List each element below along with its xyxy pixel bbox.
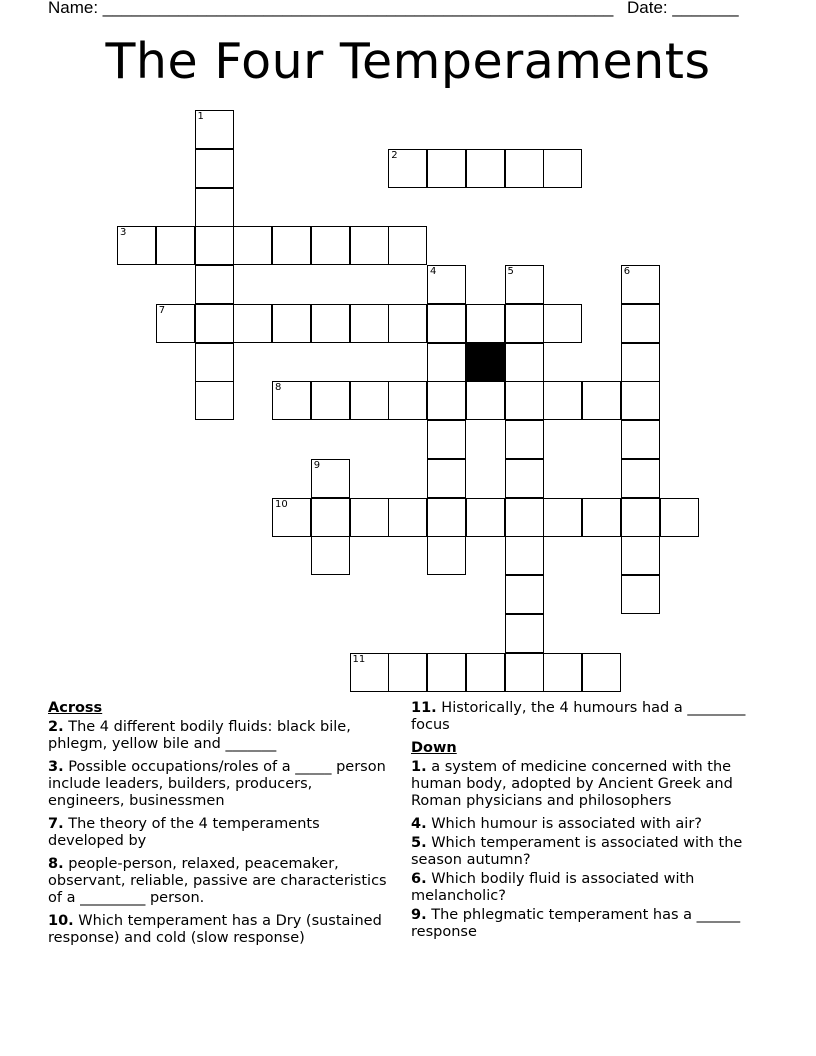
clue-down-5 [411, 835, 771, 869]
grid-cell[interactable] [311, 498, 350, 537]
clue-text: people-person, relaxed, peacemaker, observant, reliable, passive are characteristics of a _________ person. [48, 856, 387, 906]
grid-cell[interactable] [543, 653, 582, 692]
grid-cell[interactable] [272, 304, 311, 343]
grid-cell[interactable] [582, 381, 621, 420]
clue-down-4 [411, 816, 771, 833]
clue-across-7 [48, 816, 393, 850]
grid-cell[interactable] [350, 226, 389, 265]
clue-number-label: 5 [507, 266, 514, 277]
grid-cell[interactable] [195, 304, 234, 343]
grid-cell[interactable] [195, 149, 234, 188]
grid-cell[interactable] [388, 381, 427, 420]
grid-cell[interactable] [505, 498, 544, 537]
grid-cell[interactable] [427, 381, 466, 420]
clue-number: 4. [411, 816, 427, 832]
grid-cell[interactable] [621, 420, 660, 459]
clue-number-label: 10 [275, 498, 288, 510]
grid-cell[interactable] [156, 304, 195, 343]
grid-cell[interactable] [427, 343, 466, 382]
clue-across-10 [48, 913, 393, 947]
grid-cell[interactable] [466, 381, 505, 420]
clue-text: The theory of the 4 temperaments developed by [48, 816, 320, 849]
clue-down-1 [411, 759, 771, 810]
clue-number-label: 4 [430, 266, 437, 277]
grid-cell[interactable] [621, 459, 660, 498]
clue-across-2 [48, 719, 393, 753]
clue-number-label: 9 [313, 459, 321, 471]
grid-cell[interactable] [388, 304, 427, 343]
grid-cell[interactable] [505, 343, 544, 382]
clue-number: 3. [48, 759, 64, 775]
grid-cell[interactable] [311, 304, 350, 343]
grid-cell[interactable] [195, 226, 234, 265]
clue-number-label: 3 [120, 227, 127, 239]
grid-cell[interactable] [582, 498, 621, 537]
grid-cell[interactable] [466, 653, 505, 692]
grid-cell[interactable] [350, 498, 389, 537]
grid-cell[interactable] [427, 265, 466, 304]
grid-cell[interactable] [427, 304, 466, 343]
grid-cell[interactable] [272, 226, 311, 265]
clue-text: Historically, the 4 humours had a ________ focus [411, 700, 746, 733]
grid-cell[interactable] [505, 614, 544, 653]
grid-cell[interactable] [660, 498, 699, 537]
clue-number-label: 2 [391, 149, 398, 161]
clues-column-left [48, 700, 393, 953]
grid-cell[interactable] [621, 304, 660, 343]
clue-number: 2. [48, 719, 64, 735]
clue-number-label: 11 [352, 653, 366, 665]
grid-cell[interactable] [195, 110, 234, 149]
clue-number-label: 6 [623, 266, 631, 277]
clue-across-11 [411, 700, 771, 734]
grid-cell[interactable] [195, 265, 234, 304]
grid-cell[interactable] [543, 304, 582, 343]
grid-cell[interactable] [427, 536, 466, 575]
clue-number: 10. [48, 913, 74, 929]
clue-down-9 [411, 907, 771, 941]
grid-cell[interactable] [543, 149, 582, 188]
grid-cell[interactable] [272, 498, 311, 537]
date-field-label: Date: _______ [627, 0, 739, 17]
grid-cell[interactable] [195, 343, 234, 382]
grid-cell[interactable] [311, 226, 350, 265]
clue-number: 5. [411, 835, 427, 851]
grid-cell[interactable] [582, 653, 621, 692]
grid-cell[interactable] [505, 149, 544, 188]
grid-cell[interactable] [311, 459, 350, 498]
clue-number: 9. [411, 907, 427, 923]
grid-cell[interactable] [505, 265, 544, 304]
grid-cell[interactable] [621, 265, 660, 304]
clue-across-8 [48, 856, 393, 907]
grid-cell[interactable] [233, 226, 272, 265]
grid-cell[interactable] [543, 498, 582, 537]
clue-text: Possible occupations/roles of a _____ person include leaders, builders, producers, engineers, businessmen [48, 759, 386, 809]
grid-cell[interactable] [543, 381, 582, 420]
grid-cell[interactable] [621, 575, 660, 614]
clue-text: Which humour is associated with air? [431, 816, 702, 832]
grid-cell[interactable] [311, 536, 350, 575]
grid-cell[interactable] [505, 536, 544, 575]
clue-down-6 [411, 871, 771, 905]
clue-text: Which temperament has a Dry (sustained response) and cold (slow response) [48, 913, 382, 946]
grid-cell[interactable] [505, 653, 544, 692]
clue-number: 1. [411, 759, 427, 775]
clues-column-right [411, 700, 771, 947]
grid-cell[interactable] [388, 498, 427, 537]
grid-cell[interactable] [350, 653, 389, 692]
grid-cell[interactable] [195, 188, 234, 227]
clue-number: 11. [411, 700, 437, 716]
grid-cell[interactable] [272, 381, 311, 420]
clue-text: a system of medicine concerned with the human body, adopted by Ancient Greek and Roman physicians and philosophers [411, 759, 733, 809]
grid-cell[interactable] [505, 575, 544, 614]
down-heading: Down [411, 740, 457, 756]
grid-cell[interactable] [466, 304, 505, 343]
clue-text: The 4 different bodily fluids: black bile, phlegm, yellow bile and _______ [48, 719, 351, 752]
clue-number: 7. [48, 816, 64, 832]
grid-cell[interactable] [505, 381, 544, 420]
grid-cell[interactable] [427, 149, 466, 188]
clue-across-3 [48, 759, 393, 810]
grid-cell[interactable] [621, 343, 660, 382]
grid-cell[interactable] [621, 381, 660, 420]
grid-cell[interactable] [466, 149, 505, 188]
grid-cell[interactable] [156, 226, 195, 265]
grid-cell[interactable] [621, 536, 660, 575]
grid-cell[interactable] [195, 381, 234, 420]
grid-cell[interactable] [350, 304, 389, 343]
grid-cell[interactable] [388, 226, 427, 265]
grid-cell[interactable] [505, 304, 544, 343]
clue-number-label: 8 [275, 382, 282, 394]
across-heading: Across [48, 700, 103, 716]
grid-cell[interactable] [427, 653, 466, 692]
clue-text: Which bodily fluid is associated with melancholic? [411, 871, 695, 904]
clue-text: Which temperament is associated with the season autumn? [411, 835, 743, 868]
name-field-label: Name: ______________________________________________________ [48, 0, 614, 17]
clue-number: 6. [411, 871, 427, 887]
grid-cell[interactable] [505, 459, 544, 498]
grid-cell[interactable] [311, 381, 350, 420]
grid-cell[interactable] [388, 653, 427, 692]
clue-number-label: 7 [158, 304, 166, 316]
grid-cell[interactable] [233, 304, 272, 343]
grid-cell[interactable] [117, 226, 156, 265]
grid-cell[interactable] [466, 498, 505, 537]
page-title: The Four Temperaments [105, 33, 711, 90]
clue-number: 8. [48, 856, 64, 872]
grid-cell[interactable] [427, 498, 466, 537]
grid-cell[interactable] [427, 459, 466, 498]
grid-cell[interactable] [388, 149, 427, 188]
grid-cell[interactable] [427, 420, 466, 459]
clue-number-label: 1 [197, 111, 204, 122]
black-square [466, 343, 505, 382]
clue-text: The phlegmatic temperament has a ______ response [411, 907, 741, 940]
grid-cell[interactable] [350, 381, 389, 420]
grid-cell[interactable] [505, 420, 544, 459]
grid-cell[interactable] [621, 498, 660, 537]
